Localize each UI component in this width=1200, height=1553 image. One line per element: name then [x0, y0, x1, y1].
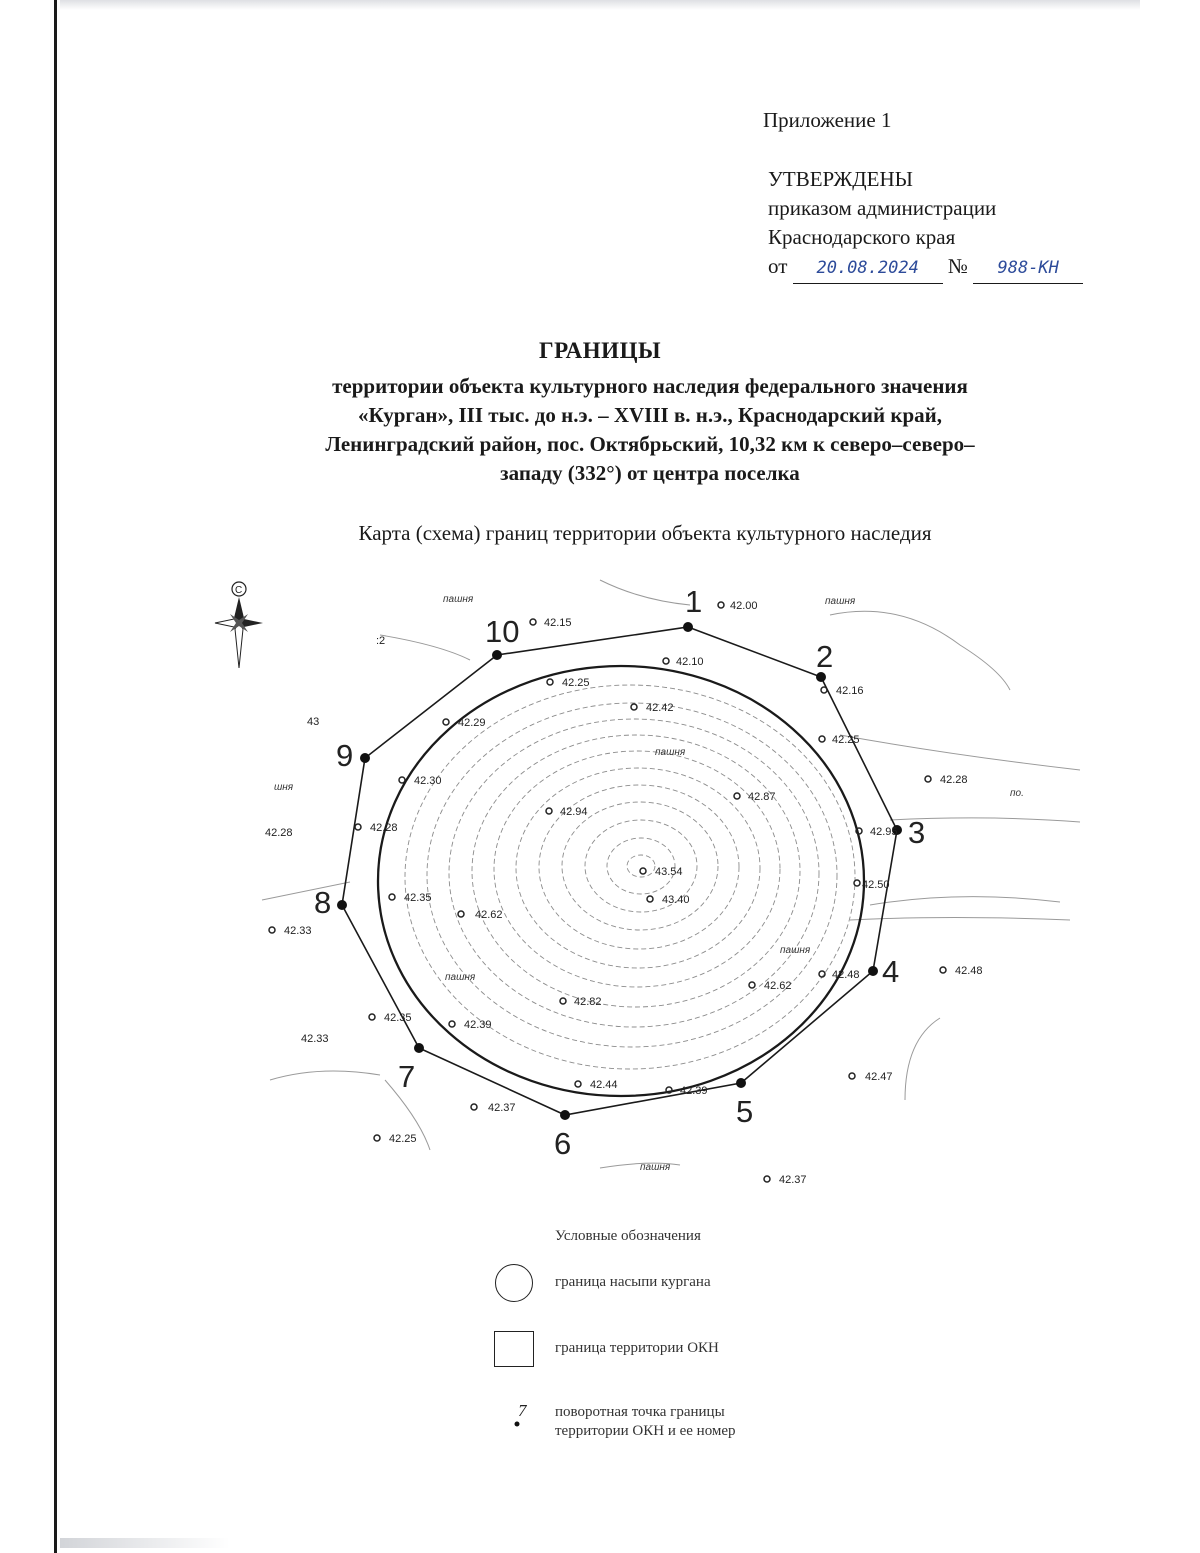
svg-text:42.29: 42.29 — [458, 717, 486, 729]
okn-boundary — [342, 627, 900, 1115]
elevation-point — [389, 892, 432, 904]
elevation-point — [647, 894, 690, 906]
turning-points — [337, 622, 902, 1120]
document-title: ГРАНИЦЫ — [538, 338, 662, 363]
elevation-point — [575, 1079, 618, 1091]
terrain-line — [870, 897, 1060, 905]
field-label: шня — [274, 782, 294, 793]
turning-point — [492, 650, 502, 660]
svg-text:42.37: 42.37 — [779, 1174, 807, 1186]
svg-text:42.33: 42.33 — [284, 925, 312, 937]
point-number-4: 4 — [882, 954, 900, 989]
turning-point — [868, 966, 878, 976]
approval-line1: УТВЕРЖДЕНЫ — [768, 167, 913, 191]
svg-text:42.48: 42.48 — [955, 965, 983, 977]
turning-point — [560, 1110, 570, 1120]
terrain-line — [270, 1071, 380, 1080]
contour-line — [494, 751, 780, 987]
svg-text:42.28: 42.28 — [370, 822, 398, 834]
elevation-point — [443, 717, 486, 729]
svg-text:43.54: 43.54 — [655, 866, 683, 878]
legend-point-label — [555, 1403, 736, 1441]
svg-text:42.33: 42.33 — [301, 1033, 329, 1045]
map-fragment: 43 — [307, 716, 320, 728]
svg-text:42.39: 42.39 — [680, 1085, 708, 1097]
elevation-point — [764, 1174, 807, 1186]
compass-north-letter: С — [235, 585, 243, 596]
svg-text:42.35: 42.35 — [404, 892, 432, 904]
field-label: пашня — [655, 747, 686, 758]
field-label: пашня — [445, 972, 476, 983]
elevation-point — [749, 980, 792, 992]
svg-text:42.28: 42.28 — [940, 774, 968, 786]
contour-line — [427, 703, 837, 1047]
point-number-9: 9 — [336, 738, 354, 773]
order-number-field — [973, 252, 1083, 284]
point-number-10: 10 — [485, 614, 520, 649]
order-date-field — [793, 252, 943, 284]
svg-text:42.44: 42.44 — [590, 1079, 618, 1091]
elevation-point — [355, 822, 398, 834]
contour-line — [516, 768, 760, 968]
elevation-point — [631, 702, 674, 714]
svg-text:42.37: 42.37 — [488, 1102, 516, 1114]
elevation-point — [301, 1033, 329, 1045]
appendix-label: Приложение 1 — [763, 108, 892, 132]
svg-text:42.15: 42.15 — [544, 617, 572, 629]
elevation-point — [856, 826, 898, 838]
order-number: 988-КН — [997, 258, 1059, 278]
terrain-line — [840, 735, 1080, 770]
legend-point-dot — [515, 1422, 520, 1427]
elevation-point — [560, 996, 602, 1008]
point-number-3: 3 — [908, 815, 926, 850]
elevation-point — [369, 1012, 412, 1024]
legend-point-line: территории ОКН и ее номер — [555, 1423, 736, 1439]
elevation-point — [269, 925, 312, 937]
svg-text:42.62: 42.62 — [475, 909, 503, 921]
turning-point — [337, 900, 347, 910]
field-label: пашня — [640, 1162, 671, 1173]
elevation-point — [471, 1102, 516, 1114]
svg-text:42.25: 42.25 — [562, 677, 590, 689]
from-label: от — [768, 254, 788, 278]
elevation-point — [530, 617, 572, 629]
boundary-map — [0, 560, 1200, 1200]
svg-text:42.82: 42.82 — [574, 996, 602, 1008]
scan-edge — [60, 0, 1140, 10]
svg-text:42.35: 42.35 — [384, 1012, 412, 1024]
elevation-point — [940, 965, 983, 977]
mound-boundary — [378, 666, 864, 1096]
map-fragment: 42.28 — [265, 827, 293, 839]
subtitle-line: западу (332°) от центра поселка — [500, 461, 800, 485]
terrain-line — [830, 611, 1010, 690]
svg-text:43.40: 43.40 — [662, 894, 690, 906]
elevation-point — [547, 677, 590, 689]
svg-text:42.30: 42.30 — [414, 775, 442, 787]
svg-text:42.10: 42.10 — [676, 656, 704, 668]
elevation-point — [718, 600, 758, 612]
elevation-point — [399, 775, 442, 787]
legend-okn-symbol — [494, 1331, 534, 1367]
elevation-point — [821, 685, 864, 697]
legend-mound-symbol — [495, 1264, 533, 1302]
elevation-point — [849, 1071, 893, 1083]
svg-text:42.50: 42.50 — [862, 879, 890, 891]
point-number-7: 7 — [398, 1059, 416, 1094]
scan-smudge — [60, 1538, 230, 1548]
elevation-point — [374, 1133, 417, 1145]
compass-rose — [215, 582, 263, 668]
order-date: 20.08.2024 — [816, 258, 919, 278]
elevation-point — [734, 791, 776, 803]
elevation-point — [546, 806, 588, 818]
approval-line3: Краснодарского края — [768, 225, 956, 249]
svg-text:42.62: 42.62 — [764, 980, 792, 992]
elevation-point — [925, 774, 968, 786]
point-number-5: 5 — [736, 1094, 754, 1129]
legend-mound-label: граница насыпи кургана — [555, 1274, 711, 1290]
terrain-line — [850, 918, 1070, 921]
field-label: пашня — [443, 594, 474, 605]
svg-text:42.39: 42.39 — [464, 1019, 492, 1031]
subtitle-line: Ленинградский район, пос. Октябрьский, 10,32 км к северо–северо– — [325, 432, 975, 456]
terrain-line — [905, 1018, 940, 1100]
elevation-point — [819, 969, 860, 981]
elevation-points — [269, 600, 983, 1186]
svg-text:42.87: 42.87 — [748, 791, 776, 803]
approval-date-line — [768, 252, 1083, 284]
point-number-1: 1 — [685, 584, 703, 619]
legend-okn-label: граница территории ОКН — [555, 1340, 719, 1356]
elevation-point — [663, 656, 704, 668]
point-number-8: 8 — [314, 885, 332, 920]
legend-point-number: 7 — [518, 1402, 527, 1420]
elevation-point — [854, 879, 890, 891]
map-fragment: :2 — [376, 635, 386, 647]
turning-point — [360, 753, 370, 763]
svg-text:42.16: 42.16 — [836, 685, 864, 697]
field-label: пашня — [780, 945, 811, 956]
svg-text:42.42: 42.42 — [646, 702, 674, 714]
subtitle-line: «Курган», III тыс. до н.э. – XVIII в. н.э., Краснодарский край, — [357, 403, 942, 427]
legend-point-line: поворотная точка границы — [555, 1404, 725, 1420]
turning-point — [736, 1078, 746, 1088]
approval-block — [768, 165, 1083, 284]
legend-title: Условные обозначения — [555, 1228, 701, 1244]
map-caption: Карта (схема) границ территории объекта культурного наследия — [358, 521, 932, 545]
subtitle-line: территории объекта культурного наследия федерального значения — [332, 374, 968, 398]
elevation-point — [449, 1019, 492, 1031]
elevation-point — [819, 734, 860, 746]
svg-text:42.48: 42.48 — [832, 969, 860, 981]
point-number-2: 2 — [816, 639, 834, 674]
elevation-point — [458, 909, 503, 921]
terrain-line — [262, 882, 350, 900]
document-subtitle — [240, 372, 1060, 488]
contour-line — [472, 735, 800, 1007]
contour-lines — [405, 685, 855, 1069]
legend-point-symbol — [512, 1402, 532, 1430]
svg-text:42.25: 42.25 — [832, 734, 860, 746]
svg-text:42.00: 42.00 — [730, 600, 758, 612]
terrain-line — [380, 635, 470, 660]
field-label: пашня — [825, 596, 856, 607]
field-label: по. — [1010, 788, 1024, 799]
number-label: № — [947, 254, 968, 278]
svg-text:42.95: 42.95 — [870, 826, 898, 838]
svg-text:42.94: 42.94 — [560, 806, 588, 818]
svg-text:42.25: 42.25 — [389, 1133, 417, 1145]
terrain-line — [600, 580, 690, 605]
point-number-6: 6 — [554, 1126, 572, 1161]
turning-point — [683, 622, 693, 632]
elevation-point — [640, 866, 683, 878]
turning-point — [414, 1043, 424, 1053]
approval-line2: приказом администрации — [768, 196, 997, 220]
svg-text:42.47: 42.47 — [865, 1071, 893, 1083]
compass-south-arrow — [235, 623, 243, 668]
